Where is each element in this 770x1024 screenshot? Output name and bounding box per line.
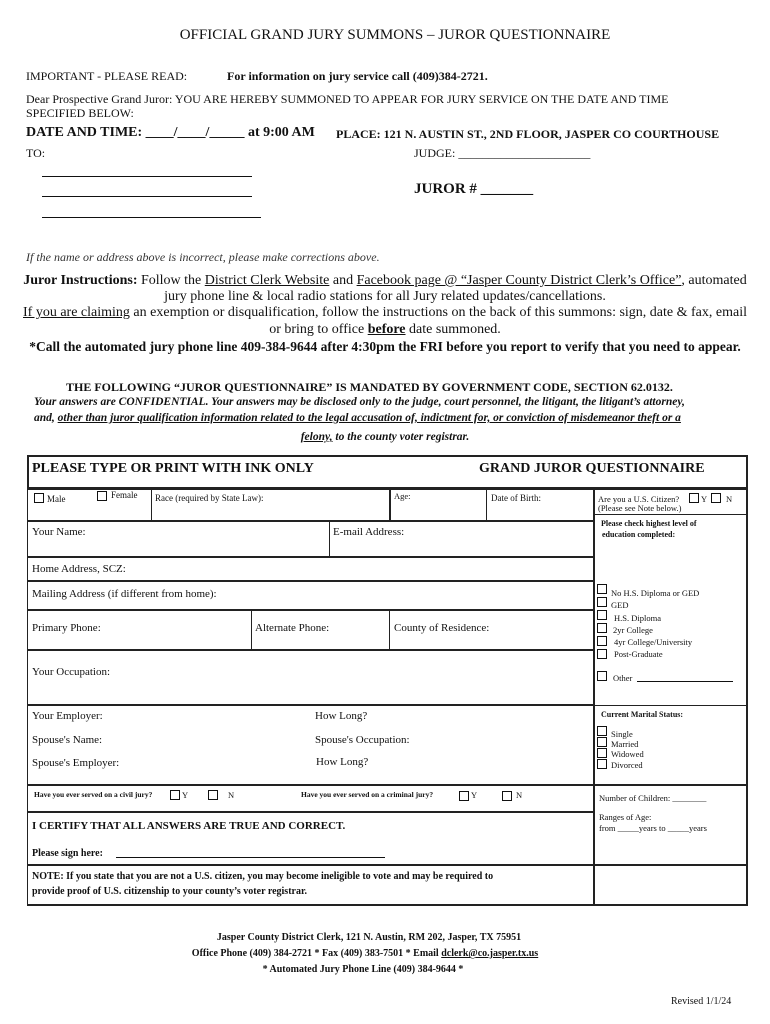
citizen-yes-label: Y [701, 494, 708, 504]
mailing-address-label: Mailing Address (if different from home): [32, 588, 217, 600]
civil-yes-label: Y [182, 790, 189, 800]
education-checkbox-2[interactable] [597, 597, 607, 607]
confidential-line-2: and, other than juror qualification information related to the legal accusation of, indictment for, or conviction of misdemeanor theft or a [34, 412, 681, 424]
education-checkbox-1[interactable] [597, 584, 607, 594]
occupation-label: Your Occupation: [32, 666, 111, 678]
male-checkbox[interactable] [34, 493, 44, 503]
male-label: Male [47, 494, 66, 504]
education-checkbox-4[interactable] [597, 623, 607, 633]
primary-phone-label[interactable]: Primary Phone: [32, 622, 101, 634]
info-line: For information on jury service call (409)384-2721. [227, 69, 488, 83]
education-heading-2: education completed: [602, 530, 676, 539]
criminal-yes-checkbox[interactable] [459, 791, 469, 801]
citizen-no-checkbox[interactable] [711, 493, 721, 503]
how-long-2-label[interactable]: How Long? [316, 756, 369, 768]
address-line-2[interactable] [42, 196, 252, 197]
spouse-name-label[interactable]: Spouse's Name: [32, 734, 103, 746]
address-line-3[interactable] [42, 217, 261, 218]
confidential-line-1: Your answers are CONFIDENTIAL. Your answers may be disclosed only to the judge, court personnel, the litigant, the litigant’s attorney, [34, 396, 685, 408]
race-label: Race (required by State Law): [155, 493, 264, 503]
instructions-line-1: Juror Instructions: Follow the District Clerk Website and Facebook page @ “Jasper County District Clerk’s Office”, automated [23, 273, 747, 288]
alt-phone-label: Alternate Phone: [255, 622, 330, 634]
citizen-no-label: N [726, 494, 733, 504]
clerk-email-link[interactable]: dclerk@co.jasper.tx.us [441, 948, 539, 959]
employer-label[interactable]: Your Employer: [32, 710, 103, 722]
dear-line-2: SPECIFIED BELOW: [26, 106, 134, 120]
employer-block [27, 705, 594, 785]
education-heading-1: Please check highest level of [601, 519, 697, 528]
marital-option-4: Divorced [611, 760, 643, 770]
civil-no-checkbox[interactable] [208, 790, 218, 800]
criminal-jury-question: Have you ever served on a criminal jury? [301, 790, 434, 799]
age-ranges-label: Ranges of Age: [599, 812, 652, 822]
education-checkbox-5[interactable] [597, 636, 607, 646]
call-instruction: *Call the automated jury phone line 409-384-9644 after 4:30pm the FRI before you report to verify that you need to appear. [29, 339, 741, 354]
marital-checkbox-3[interactable] [597, 748, 607, 758]
how-long-1-label[interactable]: How Long? [315, 710, 368, 722]
address-line-1[interactable] [42, 176, 252, 177]
facebook-page-link[interactable]: Facebook page @ “Jasper County District Clerk’s Office” [356, 273, 682, 288]
revision-date: Revised 1/1/24 [671, 996, 732, 1007]
correction-note: If the name or address above is incorrect, please make corrections above. [26, 250, 380, 264]
instructions-line-4: or bring to office before date summoned. [269, 322, 501, 337]
to-label: TO: [26, 146, 46, 160]
marital-checkbox-2[interactable] [597, 737, 607, 747]
certify-statement: I CERTIFY THAT ALL ANSWERS ARE TRUE AND CORRECT. [32, 820, 346, 832]
confidential-line-3: felony, to the county voter registrar. [300, 431, 470, 443]
education-checkbox-6[interactable] [597, 649, 607, 659]
note-line-2: provide proof of U.S. citizenship to your county’s voter registrar. [32, 886, 307, 897]
instructions-label: Juror Instructions: [23, 273, 138, 288]
your-name-label[interactable]: Your Name: [32, 526, 86, 538]
education-checkbox-3[interactable] [597, 610, 607, 620]
citizen-note: (Please see Note below.) [598, 503, 682, 513]
children-label[interactable]: Number of Children: ________ [599, 793, 707, 803]
marital-option-2: Married [611, 739, 639, 749]
email-label: E-mail Address: [333, 526, 405, 538]
occupation-row[interactable] [27, 650, 594, 705]
education-option-3: H.S. Diploma [614, 613, 661, 623]
page-title: OFFICIAL GRAND JURY SUMMONS – JUROR QUESTIONNAIRE [179, 27, 611, 43]
civil-no-label: N [228, 790, 235, 800]
education-checkbox-other[interactable] [597, 671, 607, 681]
instructions-line-2: jury phone line & local radio stations for all Jury related updates/cancellations. [164, 289, 606, 304]
education-other-line[interactable] [637, 681, 733, 682]
form-title-right: GRAND JUROR QUESTIONNAIRE [479, 461, 705, 476]
district-clerk-website-link[interactable]: District Clerk Website [204, 273, 330, 288]
age-ranges-field[interactable]: from _____years to _____years [599, 823, 707, 833]
female-label: Female [111, 490, 138, 500]
female-checkbox[interactable] [97, 491, 107, 501]
instructions-line-3: If you are claiming an exemption or disqualification, follow the instructions on the back of this summons: sign, date & fax, email [23, 305, 747, 320]
mandate-heading: THE FOLLOWING “JUROR QUESTIONNAIRE” IS MANDATED BY GOVERNMENT CODE, SECTION 62.0132. [66, 380, 673, 394]
education-option-1: No H.S. Diploma or GED [611, 588, 700, 598]
form-title-left: PLEASE TYPE OR PRINT WITH INK ONLY [32, 461, 314, 476]
criminal-yes-label: Y [471, 790, 478, 800]
marital-checkbox-1[interactable] [597, 726, 607, 736]
marital-option-3: Widowed [611, 749, 644, 759]
place-line: PLACE: 121 N. AUSTIN ST., 2ND FLOOR, JASPER CO COURTHOUSE [336, 127, 720, 141]
footer-address: Jasper County District Clerk, 121 N. Austin, RM 202, Jasper, TX 75951 [216, 932, 522, 943]
spouse-employer-label[interactable]: Spouse's Employer: [32, 757, 120, 769]
signature-label: Please sign here: [32, 848, 103, 859]
signature-line[interactable] [116, 857, 385, 858]
education-option-6: Post-Graduate [614, 649, 663, 659]
criminal-no-label: N [516, 790, 523, 800]
county-label[interactable]: County of Residence: [394, 622, 490, 634]
date-time-line[interactable]: DATE AND TIME: ____/____/_____ at 9:00 AM [26, 125, 315, 140]
note-line-1: NOTE: If you state that you are not a U.S. citizen, you may become ineligible to vote and may be required to [32, 871, 494, 882]
note-right-cell [594, 865, 748, 906]
education-option-5: 4yr College/University [614, 637, 693, 647]
important-label: IMPORTANT - PLEASE READ: [26, 69, 188, 83]
dob-label: Date of Birth: [491, 493, 541, 503]
footer-contact: Office Phone (409) 384-2721 * Fax (409) 383-7501 * Email dclerk@co.jasper.tx.us [191, 948, 539, 959]
marital-heading: Current Marital Status: [601, 710, 684, 719]
citizen-question: Are you a U.S. Citizen? [598, 494, 680, 504]
civil-yes-checkbox[interactable] [170, 790, 180, 800]
home-address-label: Home Address, SCZ: [32, 563, 126, 575]
criminal-no-checkbox[interactable] [502, 791, 512, 801]
judge-field[interactable]: JUDGE: ______________________ [414, 146, 591, 160]
education-option-2: GED [611, 600, 629, 610]
education-option-4: 2yr College [613, 625, 653, 635]
juror-number[interactable]: JUROR # _______ [414, 181, 534, 197]
marital-checkbox-4[interactable] [597, 759, 607, 769]
dear-line-1: Dear Prospective Grand Juror: YOU ARE HEREBY SUMMONED TO APPEAR FOR JURY SERVICE ON THE DATE AND TIME [26, 92, 669, 106]
civil-jury-question: Have you ever served on a civil jury? [34, 790, 153, 799]
footer-phone-line: * Automated Jury Phone Line (409) 384-9644 * [262, 964, 464, 975]
age-label: Age: [394, 491, 411, 501]
education-other-label: Other [613, 673, 633, 683]
spouse-occupation-label[interactable]: Spouse's Occupation: [315, 734, 410, 746]
marital-option-1: Single [611, 729, 633, 739]
citizen-yes-checkbox[interactable] [689, 493, 699, 503]
